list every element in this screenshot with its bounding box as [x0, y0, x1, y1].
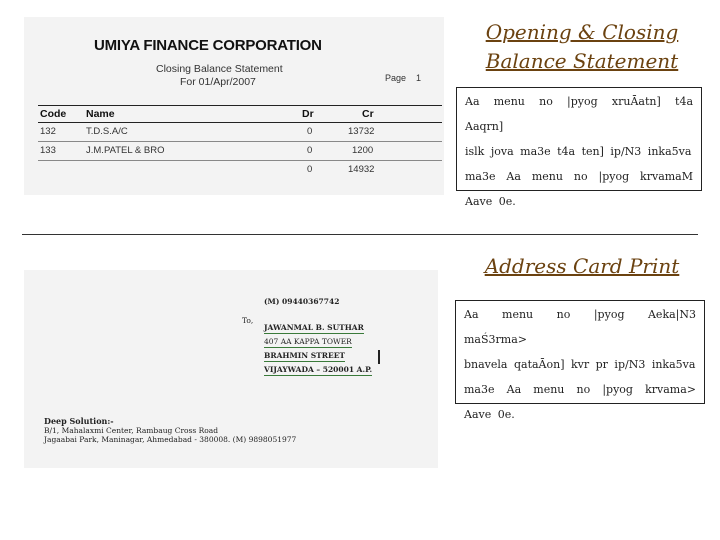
- statement-date: For 01/Apr/2007: [180, 76, 256, 88]
- page-indicator: [385, 73, 421, 83]
- statement-subtitle: Closing Balance Statement: [156, 63, 283, 75]
- row-1-code: 132: [40, 126, 56, 137]
- header-cr: Cr: [362, 108, 374, 120]
- row-2-code: 133: [40, 145, 56, 156]
- page-number: 1: [416, 73, 422, 83]
- card-sender-label: Deep Solution:-: [44, 416, 114, 426]
- row-1-cr: 13732: [348, 126, 375, 137]
- cursor-mark: [378, 350, 380, 364]
- top-section-title: [470, 18, 694, 76]
- bottom-section-description: [455, 300, 705, 421]
- header-bottom-rule: [38, 122, 442, 123]
- header-code: Code: [40, 108, 67, 120]
- header-top-rule: [38, 105, 442, 106]
- address-card-image: [24, 270, 438, 468]
- total-dr: 0: [307, 164, 313, 175]
- row-rule: [38, 160, 442, 161]
- row-1-name: T.D.S.A/C: [86, 126, 128, 137]
- top-section-description: [456, 87, 702, 208]
- row-2-name: J.M.PATEL & BRO: [86, 145, 165, 156]
- desc-line: Aa menu no |pyog Aeka|N3 maŚ3rma>: [464, 308, 696, 346]
- row-2-cr: 1200: [352, 145, 374, 156]
- title-line: Balance Statement: [485, 49, 679, 73]
- card-to-label: To,: [242, 316, 254, 325]
- title-line: Opening & Closing: [485, 20, 679, 44]
- card-mobile: (M) 09440367742: [264, 297, 340, 306]
- header-dr: Dr: [302, 108, 314, 120]
- card-address-line-3: VIJAYWADA – 520001 A.P.: [264, 365, 373, 374]
- desc-line: Aa menu no |pyog xruĀatn] t4a Aaqrn]: [465, 95, 693, 133]
- closing-balance-statement-image: [24, 17, 444, 195]
- desc-line: bnavela qataĀon] kvr pr ip/N3 inka5va: [464, 358, 696, 371]
- card-recipient-name: JAWANMAL B. SUTHAR: [264, 323, 364, 332]
- section-divider: [22, 234, 698, 235]
- bottom-section-title: Address Card Print: [484, 254, 680, 278]
- desc-line: islk jova ma3e t4a ten] ip/N3 inka5va: [465, 145, 692, 158]
- row-1-dr: 0: [307, 126, 313, 137]
- row-rule: [38, 141, 442, 142]
- header-name: Name: [86, 108, 115, 120]
- desc-line: ma3e Aa menu no |pyog krvamaM Aave 0e.: [465, 170, 693, 208]
- company-name: UMIYA FINANCE CORPORATION: [94, 37, 322, 54]
- card-sender-address-1: B/1, Mahalaxmi Center, Rambaug Cross Road: [44, 426, 219, 435]
- page-label: Page: [385, 73, 407, 83]
- row-2-dr: 0: [307, 145, 313, 156]
- card-address-line-1: 407 AA KAPPA TOWER: [264, 337, 352, 346]
- card-sender-address-2: Jagaabai Park, Maninagar, Ahmedabad - 380008. (M) 9898051977: [44, 435, 297, 444]
- total-cr: 14932: [348, 164, 375, 175]
- desc-line: ma3e Aa menu no |pyog krvama> Aave 0e.: [464, 383, 696, 421]
- card-address-line-2: BRAHMIN STREET: [264, 351, 345, 360]
